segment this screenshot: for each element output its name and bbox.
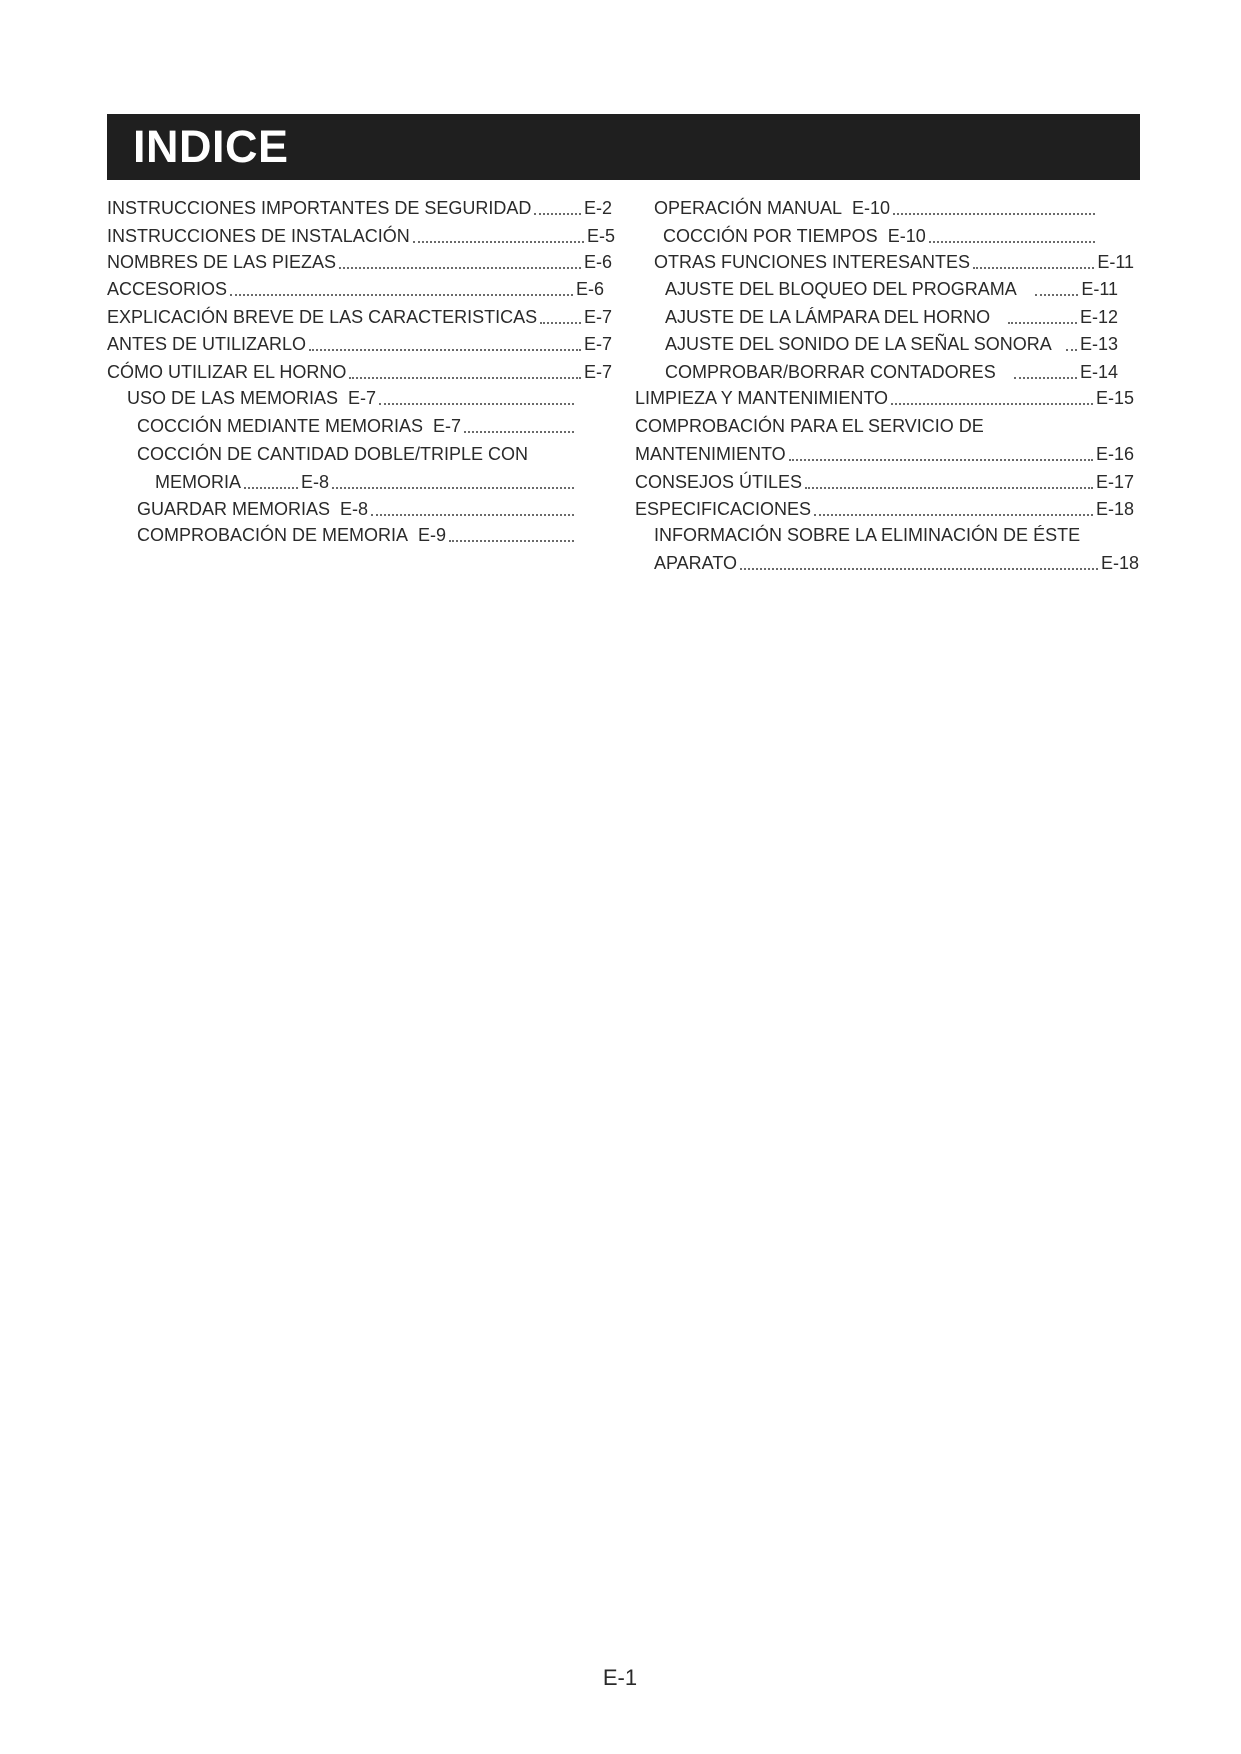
toc-entry-page: E-8 xyxy=(340,499,369,519)
toc-entry[interactable] xyxy=(107,225,615,247)
toc-entry-label: COCCIÓN DE CANTIDAD DOBLE/TRIPLE CON xyxy=(137,444,529,464)
toc-entry[interactable] xyxy=(635,443,1134,465)
toc-entry-label: AJUSTE DEL BLOQUEO DEL PROGRAMA xyxy=(665,279,1017,299)
toc-entry-label: MANTENIMIENTO xyxy=(635,444,786,464)
dot-leader xyxy=(805,487,1093,489)
toc-entry-page: E-13 xyxy=(1079,334,1118,354)
dot-leader xyxy=(339,267,581,269)
toc-entry-label: INSTRUCCIONES IMPORTANTES DE SEGURIDAD xyxy=(107,198,532,218)
toc-entry-page: E-7 xyxy=(583,307,612,327)
toc-entry-label: INFORMACIÓN SOBRE LA ELIMINACIÓN DE ÉSTE xyxy=(654,525,1081,545)
toc-entry-label: CÓMO UTILIZAR EL HORNO xyxy=(107,362,347,382)
toc-entry-label: APARATO xyxy=(654,553,738,573)
toc-entry[interactable] xyxy=(665,306,1118,328)
toc-entry-page: E-9 xyxy=(418,525,447,545)
dot-leader xyxy=(893,213,1095,215)
dot-leader xyxy=(540,322,581,324)
toc-entry[interactable] xyxy=(127,387,577,409)
toc-entry-page: E-15 xyxy=(1095,388,1134,408)
dot-leader xyxy=(814,514,1093,516)
dot-leader xyxy=(332,487,574,489)
toc-entry[interactable] xyxy=(635,471,1134,493)
toc-entry-label: COMPROBAR/BORRAR CONTADORES xyxy=(665,362,996,382)
dot-leader xyxy=(309,349,581,351)
toc-entry-page: E-7 xyxy=(583,362,612,382)
toc-entry-page: E-7 xyxy=(433,416,462,436)
toc-entry[interactable] xyxy=(155,471,577,493)
toc-entry-label: CONSEJOS ÚTILES xyxy=(635,472,803,492)
toc-entry-label: INSTRUCCIONES DE INSTALACIÓN xyxy=(107,226,410,246)
toc-entry-label: COMPROBACIÓN PARA EL SERVICIO DE xyxy=(635,416,984,436)
toc-entry-page: E-11 xyxy=(1097,252,1134,272)
toc-entry-label: LIMPIEZA Y MANTENIMIENTO xyxy=(635,388,889,408)
toc-entry[interactable] xyxy=(137,524,577,546)
toc-entry-page: E-6 xyxy=(575,279,604,299)
page-title: INDICE xyxy=(133,121,289,172)
toc-entry[interactable] xyxy=(635,498,1134,520)
toc-entry[interactable] xyxy=(107,333,612,355)
dot-leader xyxy=(789,459,1093,461)
toc-entry-page: E-11 xyxy=(1081,279,1118,299)
toc-entry-page: E-14 xyxy=(1079,362,1118,382)
toc-entry-page: E-7 xyxy=(583,334,612,354)
toc-entry[interactable] xyxy=(107,306,612,328)
toc-entry-page: E-5 xyxy=(586,226,615,246)
header-bar xyxy=(107,114,1140,180)
toc-entry[interactable] xyxy=(107,197,612,219)
dot-leader xyxy=(534,213,581,215)
dot-leader xyxy=(1066,349,1077,351)
dot-leader xyxy=(449,540,574,542)
toc-entry-label: COMPROBACIÓN DE MEMORIA xyxy=(137,525,409,545)
dot-leader xyxy=(230,294,573,296)
toc-entry[interactable] xyxy=(107,278,604,300)
toc-entry[interactable] xyxy=(107,251,612,273)
toc-entry-label: USO DE LAS MEMORIAS xyxy=(127,388,339,408)
toc-entry[interactable] xyxy=(107,361,612,383)
toc-entry[interactable] xyxy=(137,415,577,437)
toc-entry-page: E-7 xyxy=(348,388,377,408)
page-number: E-1 xyxy=(602,1665,638,1690)
dot-leader xyxy=(740,568,1098,570)
toc-entry-page: E-10 xyxy=(887,226,926,246)
dot-leader xyxy=(891,403,1093,405)
toc-entry[interactable] xyxy=(654,552,1139,574)
toc-entry[interactable] xyxy=(665,278,1118,300)
toc-entry-label: AJUSTE DE LA LÁMPARA DEL HORNO xyxy=(665,307,991,327)
toc-entry-page: E-6 xyxy=(583,252,612,272)
dot-leader xyxy=(244,487,298,489)
toc-entry-label: GUARDAR MEMORIAS xyxy=(137,499,331,519)
toc-entry[interactable] xyxy=(665,333,1118,355)
toc-entry[interactable] xyxy=(663,225,1098,247)
dot-leader xyxy=(464,431,574,433)
toc-entry[interactable] xyxy=(654,251,1134,273)
dot-leader xyxy=(1008,322,1077,324)
toc-entry-page: E-2 xyxy=(583,198,612,218)
toc-entry[interactable] xyxy=(654,197,1098,219)
toc-entry[interactable] xyxy=(635,387,1134,409)
toc-entry-page: E-12 xyxy=(1079,307,1118,327)
toc-entry-page: E-18 xyxy=(1100,553,1139,573)
dot-leader xyxy=(371,514,574,516)
dot-leader xyxy=(379,403,574,405)
dot-leader xyxy=(1035,294,1079,296)
toc-entry-label: ANTES DE UTILIZARLO xyxy=(107,334,307,354)
toc-entry-label: OPERACIÓN MANUAL xyxy=(654,198,843,218)
dot-leader xyxy=(973,267,1094,269)
toc-entry-page: E-16 xyxy=(1095,444,1134,464)
toc-entry[interactable] xyxy=(665,361,1118,383)
toc-entry-label: COCCIÓN MEDIANTE MEMORIAS xyxy=(137,416,424,436)
toc-entry-label: ACCESORIOS xyxy=(107,279,228,299)
dot-leader xyxy=(1014,377,1077,379)
toc-entry-page: E-8 xyxy=(301,472,330,492)
toc-entry-label: ESPECIFICACIONES xyxy=(635,499,812,519)
toc-entry-page: E-10 xyxy=(852,198,891,218)
toc-entry-page: E-18 xyxy=(1095,499,1134,519)
dot-leader xyxy=(413,241,584,243)
toc-entry-label: COCCIÓN POR TIEMPOS xyxy=(663,226,878,246)
toc-entry-label: OTRAS FUNCIONES INTERESANTES xyxy=(654,252,971,272)
toc-entry-page: E-17 xyxy=(1095,472,1134,492)
toc-entry-label: AJUSTE DEL SONIDO DE LA SEÑAL SONORA xyxy=(665,334,1052,354)
dot-leader xyxy=(929,241,1095,243)
toc-entry-label: NOMBRES DE LAS PIEZAS xyxy=(107,252,337,272)
toc-entry-label: EXPLICACIÓN BREVE DE LAS CARACTERISTICAS xyxy=(107,307,538,327)
toc-entry-label: MEMORIA xyxy=(155,472,242,492)
toc-entry[interactable] xyxy=(137,498,577,520)
dot-leader xyxy=(349,377,581,379)
